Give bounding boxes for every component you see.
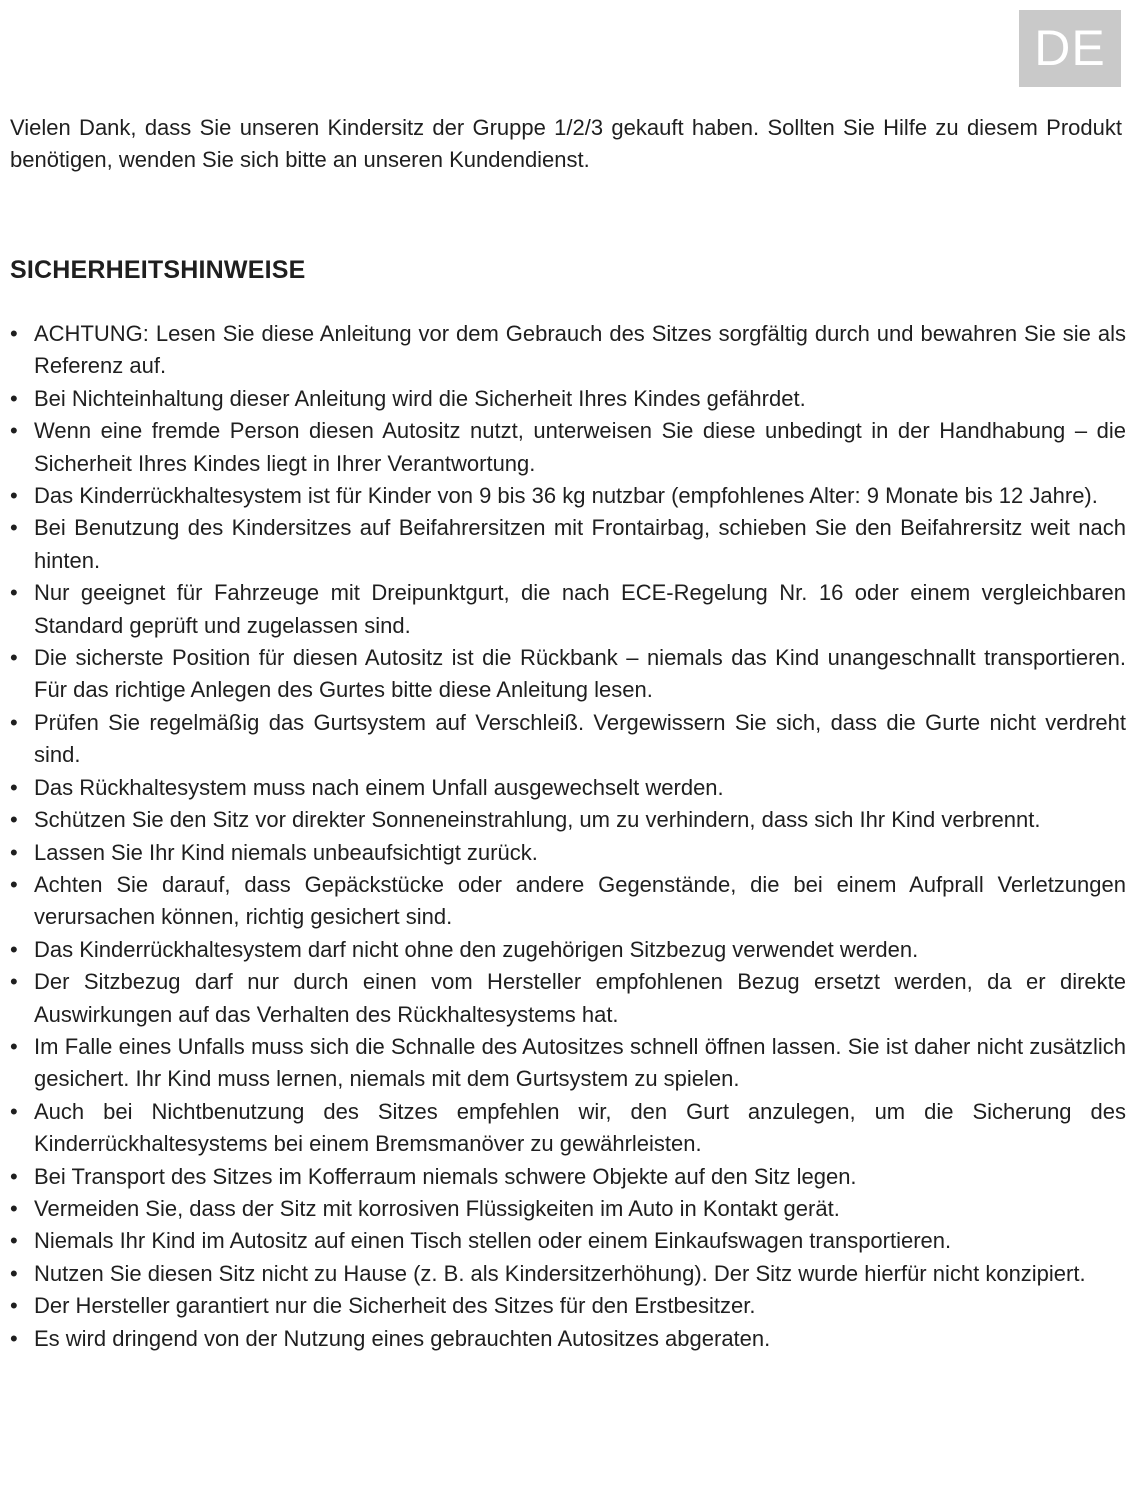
list-item: [0, 1161, 1126, 1193]
list-item: [0, 772, 1126, 804]
bullet-icon: •: [10, 580, 18, 606]
list-item: [0, 707, 1126, 772]
list-item-text: Bei Nichteinhaltung dieser Anleitung wird die Sicherheit Ihres Kindes gefährdet.: [34, 385, 806, 411]
bullet-icon: •: [10, 1293, 18, 1319]
list-item-text: Schützen Sie den Sitz vor direkter Sonneneinstrahlung, um zu verhindern, dass sich Ihr Kind verbrennt.: [34, 807, 1041, 833]
list-item: [0, 383, 1126, 415]
list-item: [0, 804, 1126, 836]
list-item: [0, 869, 1126, 934]
intro-paragraph: Vielen Dank, dass Sie unseren Kindersitz der Gruppe 1/2/3 gekauft haben. Sollten Sie Hilfe zu diesem Produkt benötigen, wenden Sie sich bitte an unseren Kundendienst.: [10, 115, 1122, 172]
list-item: [0, 642, 1126, 707]
bullet-icon: •: [10, 936, 18, 962]
bullet-icon: •: [10, 1325, 18, 1351]
list-item-text: Der Sitzbezug darf nur durch einen vom Hersteller empfohlenen Bezug ersetzt werden, da er direkte Auswirkungen auf das Verhalten des Rückhaltesystems hat.: [34, 969, 1126, 1027]
bullet-icon: •: [10, 774, 18, 800]
list-item: [0, 1290, 1126, 1322]
bullet-icon: •: [10, 839, 18, 865]
bullet-icon: •: [10, 1228, 18, 1254]
bullet-icon: •: [10, 969, 18, 995]
language-badge: DE: [1019, 10, 1121, 87]
list-item-text: Es wird dringend von der Nutzung eines gebrauchten Autositzes abgeraten.: [34, 1325, 771, 1351]
list-item-text: Die sicherste Position für diesen Autositz ist die Rückbank – niemals das Kind unangeschnallt transportieren. Für das richtige Anlegen des Gurtes bitte diese Anleitung lesen.: [34, 645, 1126, 703]
list-item-text: Bei Benutzung des Kindersitzes auf Beifahrersitzen mit Frontairbag, schieben Sie den Beifahrersitz weit nach hinten.: [34, 515, 1126, 573]
bullet-icon: •: [10, 807, 18, 833]
bullet-icon: •: [10, 385, 18, 411]
list-item: [0, 1225, 1126, 1257]
list-item-text: Im Falle eines Unfalls muss sich die Schnalle des Autositzes schnell öffnen lassen. Sie ist daher nicht zusätzlich gesichert. Ihr Kind muss lernen, niemals mit dem Gurtsystem zu spielen.: [34, 1033, 1126, 1092]
section-heading: SICHERHEITSHINWEISE: [10, 256, 306, 284]
list-item: [0, 512, 1126, 577]
bullet-icon: •: [10, 515, 18, 541]
bullet-icon: •: [10, 483, 18, 509]
list-item: [0, 577, 1126, 642]
list-item-text: Lassen Sie Ihr Kind niemals unbeaufsichtigt zurück.: [34, 839, 538, 865]
list-item: [0, 1258, 1126, 1290]
safety-list: [0, 318, 1126, 1355]
list-item-text: ACHTUNG: Lesen Sie diese Anleitung vor dem Gebrauch des Sitzes sorgfältig durch und bewahren Sie sie als Referenz auf.: [34, 321, 1126, 379]
bullet-icon: •: [10, 1033, 18, 1059]
list-item-text: Wenn eine fremde Person diesen Autositz nutzt, unterweisen Sie diese unbedingt in der Handhabung – die Sicherheit Ihres Kindes liegt in Ihrer Verantwortung.: [34, 418, 1126, 476]
list-item: [0, 1193, 1126, 1225]
list-item-text: Niemals Ihr Kind im Autositz auf einen Tisch stellen oder einem Einkaufswagen transportieren.: [34, 1228, 952, 1254]
list-item-text: Das Rückhaltesystem muss nach einem Unfall ausgewechselt werden.: [34, 774, 724, 800]
bullet-icon: •: [10, 871, 18, 897]
list-item: [0, 480, 1126, 512]
bullet-icon: •: [10, 1163, 18, 1189]
bullet-icon: •: [10, 1098, 18, 1124]
bullet-icon: •: [10, 645, 18, 671]
list-item-text: Vermeiden Sie, dass der Sitz mit korrosiven Flüssigkeiten im Auto in Kontakt gerät.: [34, 1195, 840, 1221]
list-item: [0, 1323, 1126, 1355]
list-item-text: Bei Transport des Sitzes im Kofferraum niemals schwere Objekte auf den Sitz legen.: [34, 1163, 857, 1189]
list-item: [0, 934, 1126, 966]
bullet-icon: •: [10, 1260, 18, 1286]
list-item-text: Nur geeignet für Fahrzeuge mit Dreipunktgurt, die nach ECE-Regelung Nr. 16 oder einem vergleichbaren Standard geprüft und zugelassen sind.: [34, 580, 1126, 638]
list-item-text: Achten Sie darauf, dass Gepäckstücke oder andere Gegenstände, die bei einem Aufprall Verletzungen verursachen können, richtig gesichert sind.: [34, 871, 1126, 930]
list-item-text: Auch bei Nichtbenutzung des Sitzes empfehlen wir, den Gurt anzulegen, um die Sicherung des Kinderrückhaltesystems bei einem Bremsmanöver zu gewährleisten.: [34, 1098, 1126, 1157]
list-item-text: Das Kinderrückhaltesystem darf nicht ohne den zugehörigen Sitzbezug verwendet werden.: [34, 936, 919, 962]
list-item: [0, 318, 1126, 383]
list-item: [0, 1096, 1126, 1161]
list-item: [0, 837, 1126, 869]
list-item-text: Nutzen Sie diesen Sitz nicht zu Hause (z. B. als Kindersitzerhöhung). Der Sitz wurde hierfür nicht konzipiert.: [34, 1260, 1086, 1286]
list-item: [0, 415, 1126, 480]
list-item: [0, 966, 1126, 1031]
list-item-text: Der Hersteller garantiert nur die Sicherheit des Sitzes für den Erstbesitzer.: [34, 1293, 756, 1319]
bullet-icon: •: [10, 709, 18, 735]
bullet-icon: •: [10, 321, 18, 346]
list-item-text: Prüfen Sie regelmäßig das Gurtsystem auf Verschleiß. Vergewissern Sie sich, dass die Gurte nicht verdreht sind.: [34, 709, 1126, 768]
list-item: [0, 1031, 1126, 1096]
bullet-icon: •: [10, 1195, 18, 1221]
list-item-text: Das Kinderrückhaltesystem ist für Kinder von 9 bis 36 kg nutzbar (empfohlenes Alter: 9 Monate bis 12 Jahre).: [34, 483, 1098, 509]
bullet-icon: •: [10, 418, 18, 444]
